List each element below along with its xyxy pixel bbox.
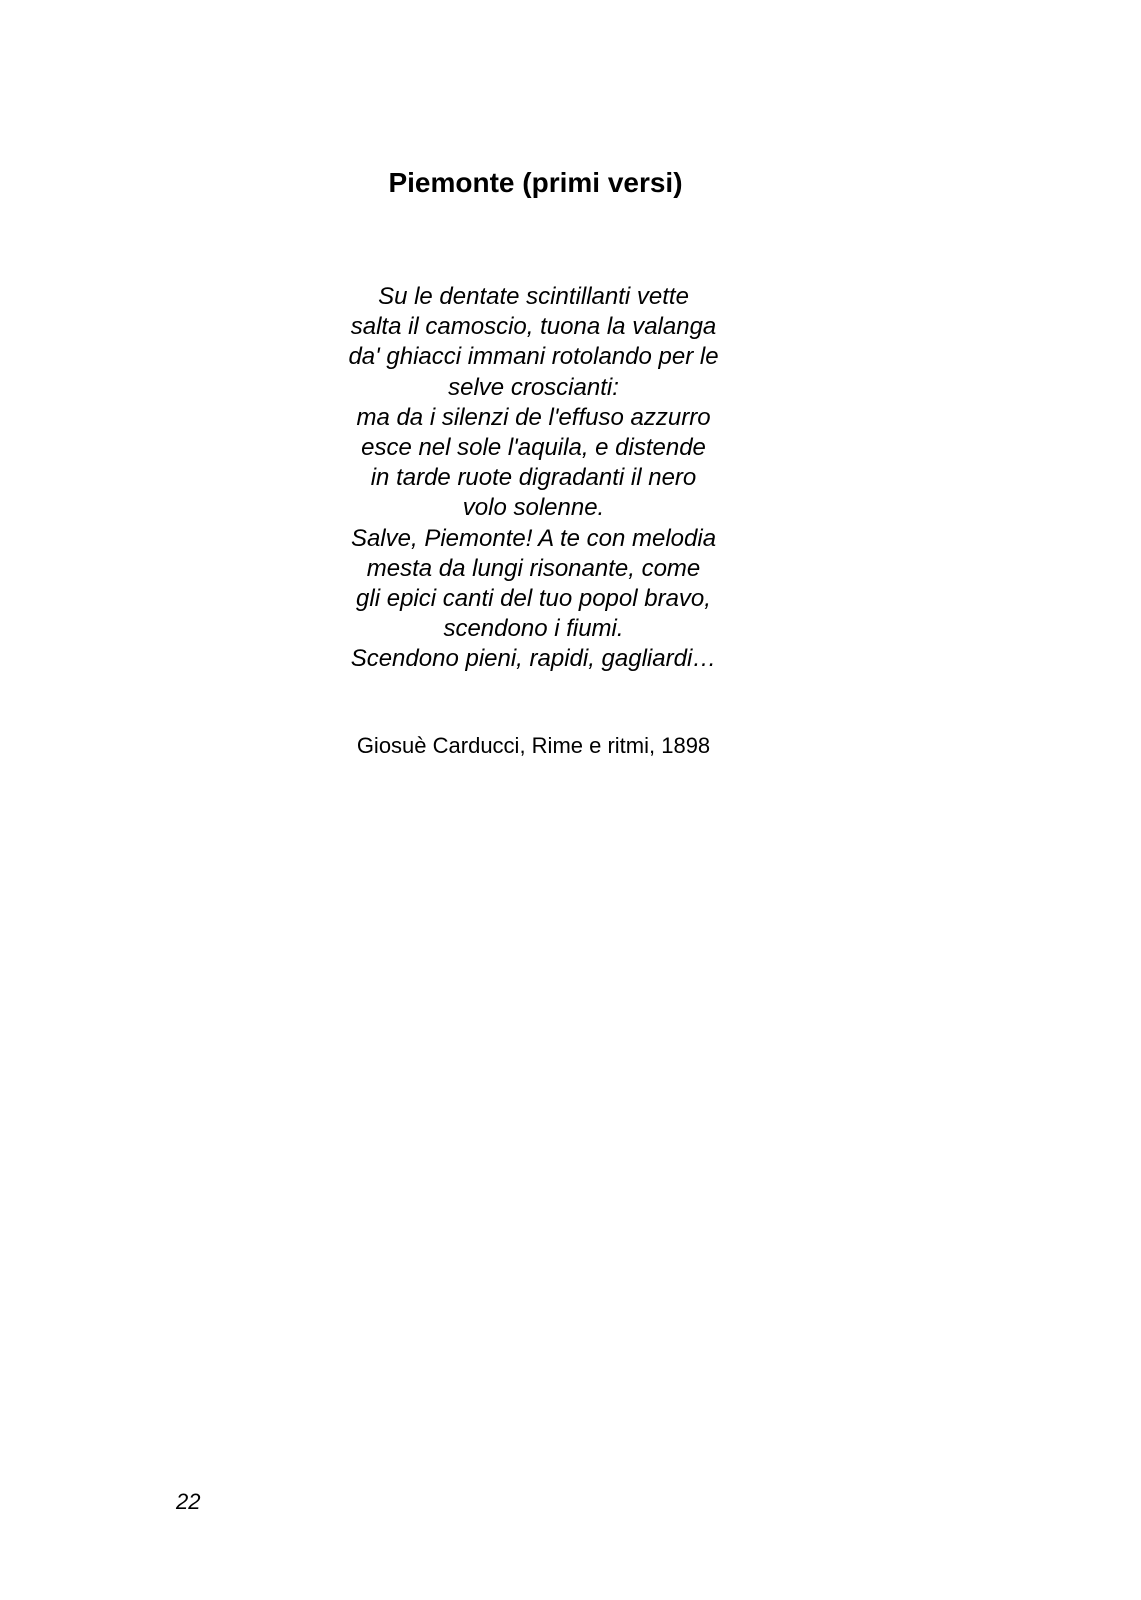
poem-line: salta il camoscio, tuona la valanga	[350, 313, 717, 341]
page-title: Piemonte (primi versi)	[388, 167, 683, 198]
poem-line: Scendono pieni, rapidi, gagliardi…	[350, 645, 717, 673]
poem-line: Su le dentate scintillanti vette	[378, 283, 689, 310]
poem-line: scendono i fiumi.	[443, 615, 624, 643]
poem-line: volo solenne.	[462, 494, 605, 522]
attribution: Giosuè Carducci, Rime e ritmi, 1898	[356, 733, 711, 758]
poem-line: da' ghiacci immani rotolando per le	[348, 343, 719, 371]
poem-line: mesta da lungi risonante, come	[366, 554, 701, 582]
poem-line: ma da i silenzi de l'effuso azzurro	[356, 403, 711, 431]
poem-line: gli epici canti del tuo popol bravo,	[356, 585, 711, 613]
poem-line: selve croscianti:	[448, 373, 619, 401]
poem-line: esce nel sole l'aquila, e distende	[361, 434, 706, 462]
poem-body	[0, 282, 1104, 675]
poem-line: in tarde ruote digradanti il nero	[370, 464, 697, 492]
page-number: 22	[176, 1489, 201, 1514]
poem-line: Salve, Piemonte! A te con melodia	[350, 524, 717, 552]
